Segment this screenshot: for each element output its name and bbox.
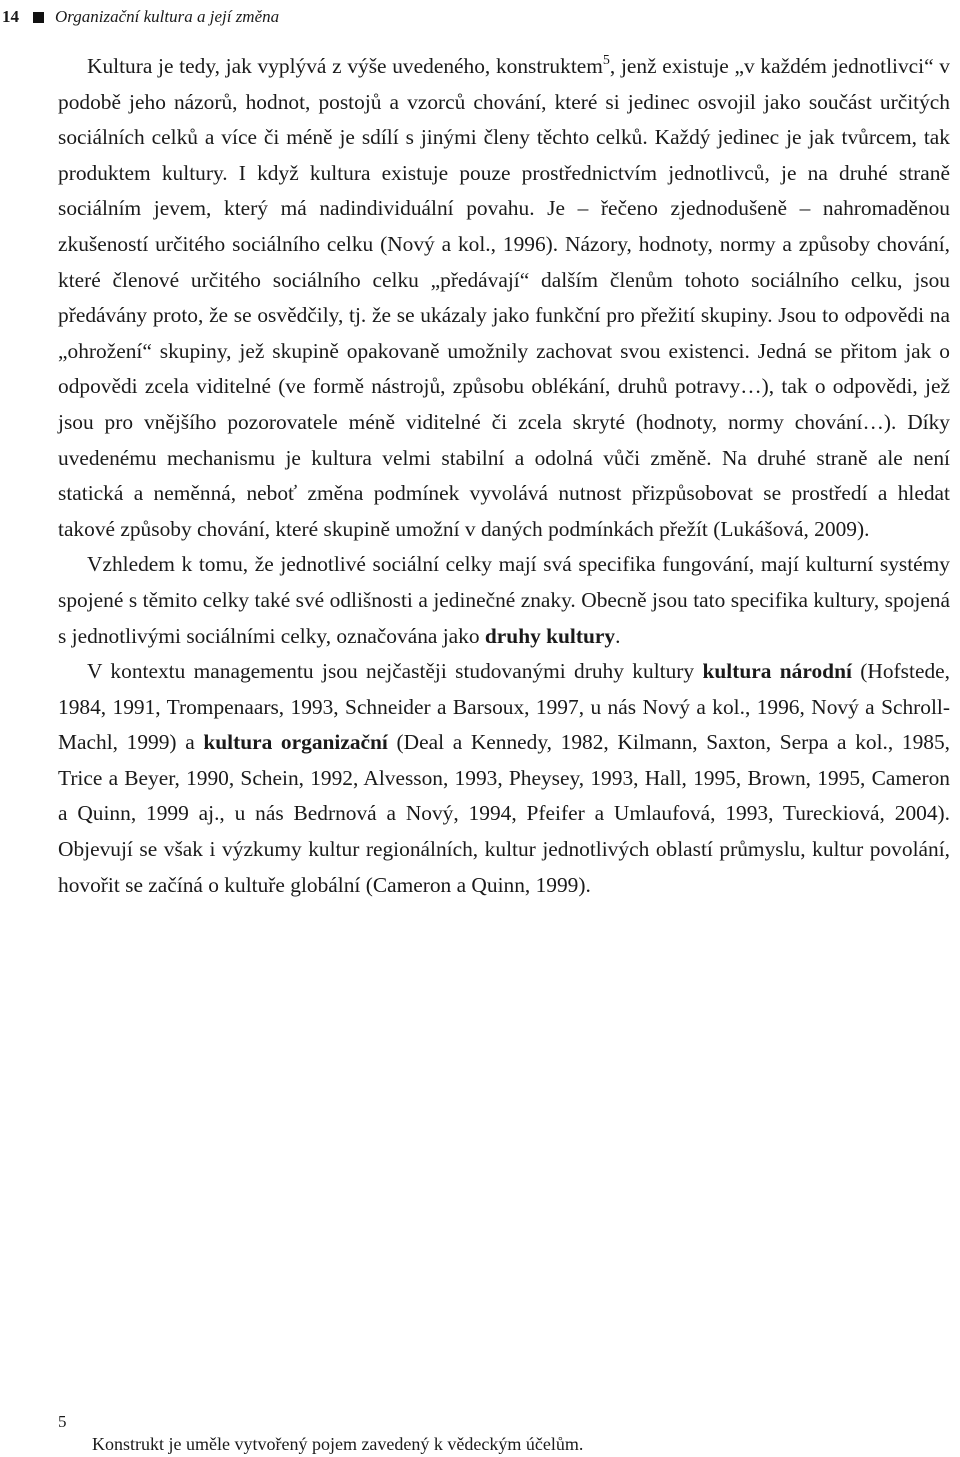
term-kultura-organizacni: kultura organizační	[203, 730, 388, 755]
paragraph-2-text-a: Vzhledem k tomu, že jednotlivé sociální celky mají svá specifika fungování, mají kulturní systémy spojené s těmito celky také své odlišnosti a jedinečné znaky. Obecně jsou tato specifika kultury, spojená s jednotlivými sociálními celky, označována jako	[58, 552, 950, 648]
body-text	[58, 49, 950, 903]
paragraph-3-text-c: (Deal a Kennedy, 1982, Kilmann, Saxton, Serpa a kol., 1985, Trice a Beyer, 1990, Schein, 1992, Alvesson, 1993, Pheysey, 1993, Hall, 1995, Brown, 1995, Cameron a Quinn, 1999 aj., u nás Bedrnová a Nový, 1994, Pfeifer a Umlaufová, 1993, Tureckiová, 2004). Objevují se však i výzkumy kultur regionálních, kultur jednotlivých oblastí průmyslu, kultur povolání, hovořit se začíná o kultuře globální (Cameron a Quinn, 1999).	[58, 730, 950, 897]
paragraph-3	[58, 654, 950, 903]
paragraph-2	[58, 547, 950, 654]
paragraph-1-text-b: , jenž existuje „v každém jednotlivci“ v podobě jeho názorů, hodnot, postojů a vzorců chování, které si jedinec osvojil jako součást určitých sociálních celků a více či méně je sdílí s jinými členy těchto celků. Každý jedinec je jak tvůrcem, tak produktem kultury. I když kultura existuje pouze prostřednictvím jednotlivců, je na druhé straně sociálním jevem, který má nadindividuální povahu. Je – řečeno zjednodušeně – nahromaděnou zkušeností určitého sociálního celku (Nový a kol., 1996). Názory, hodnoty, normy a způsoby chování, které členové určitého sociálního celku „předávají“ dalším členům tohoto sociálního celku, jsou předávány proto, že se osvědčily, tj. že se ukázaly jako funkční pro přežití skupiny. Jsou to odpovědi na „ohrožení“ skupiny, jež skupině opakovaně umožnily zachovat svou existenci. Jedná se přitom jak o odpovědi zcela viditelné (ve formě nástrojů, způsobu oblékání, druhů potravy…), tak o odpovědi, jež jsou pro vnějšího pozorovatele méně viditelné či zcela skryté (hodnoty, normy chování…). Díky uvedenému mechanismu je kultura velmi stabilní a odolná vůči změně. Na druhé straně ale není statická a neměnná, neboť změna podmínek vyvolává nutnost přizpůsobovat se prostředí a hledat takové způsoby chování, které skupině umožní v daných podmínkách přežít (Lukášová, 2009).	[58, 54, 950, 541]
paragraph-3-text-b: (Hofstede, 1984, 1991, Trompenaars, 1993, Schneider a Barsoux, 1997, u nás Nový a kol., 1996, Nový a Schroll-Machl, 1999) a	[58, 659, 950, 755]
footnote-number: 5	[58, 1412, 67, 1431]
footnote-reference: 5	[602, 53, 610, 68]
square-bullet-icon	[33, 12, 44, 23]
running-header	[2, 6, 279, 28]
term-kultura-narodni: kultura národní	[702, 659, 852, 684]
paragraph-3-text-a: V kontextu managementu jsou nejčastěji studovanými druhy kultury	[87, 659, 703, 684]
chapter-title: Organizační kultura a její změna	[55, 7, 280, 26]
paragraph-1	[58, 49, 950, 547]
paragraph-1-text-a: Kultura je tedy, jak vyplývá z výše uvedeného, konstruktem	[87, 54, 603, 78]
page-number: 14	[2, 7, 19, 26]
paragraph-2-text-b: .	[615, 623, 621, 648]
term-druhy-kultury: druhy kultury	[484, 623, 616, 648]
footnote-text: Konstrukt je uměle vytvořený pojem zavedený k vědeckým účelům.	[92, 1434, 584, 1454]
